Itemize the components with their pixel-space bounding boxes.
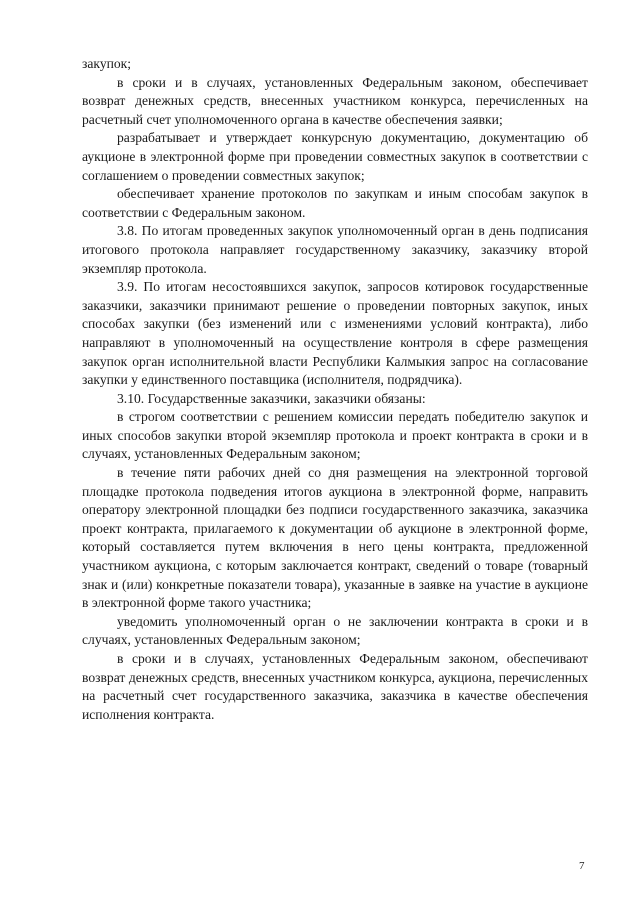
paragraph-notify-authority: уведомить уполномоченный орган о не заключении контракта в сроки и в случаях, установленных Федеральным законом; bbox=[82, 613, 588, 648]
paragraph-develop-documentation: разрабатывает и утверждает конкурсную документацию, документацию об аукционе в электронной форме при проведении совместных закупок в соответствии с соглашением о проведении совместных закупок; bbox=[82, 130, 588, 183]
paragraph-store-protocols: обеспечивает хранение протоколов по закупкам и иным способам закупок в соответствии с Федеральным законом. bbox=[82, 186, 588, 220]
document-body bbox=[82, 55, 588, 724]
paragraph-3-8: 3.8. По итогам проведенных закупок уполномоченный орган в день подписания итогового протокола направляет государственному заказчику, заказчику второй экземпляр протокола. bbox=[82, 223, 588, 276]
paragraph-transfer-protocol: в строгом соответствии с решением комиссии передать победителю закупок и иных способов закупки второй экземпляр протокола и проект контракта в сроки и в случаях, установленных Федеральным законом; bbox=[82, 409, 588, 462]
paragraph-send-draft-contract: в течение пяти рабочих дней со дня размещения на электронной торговой площадке протокола подведения итогов аукциона в электронной форме, направить оператору электронной площадки без подписи государственного заказчика, заказчика проект контракта, прилагаемого к документации об аукционе в электронной форме, который составляется путем включения в него цены контракта, предложенной участником аукциона, с которым заключается контракт, сведений о товаре (товарный знак и (или) конкретные показатели товара), указанные в заявке на участие в аукционе в электронной форме такого участника; bbox=[82, 465, 588, 611]
paragraph-3-9: 3.9. По итогам несостоявшихся закупок, запросов котировок государственные заказчики, заказчики принимают решение о проведении повторных закупок, иных способах закупки (без изменений или с изменениями условий контракта), либо направляют в уполномоченный на осуществление контроля в сфере размещения закупок орган исполнительной власти Республики Калмыкия запрос на согласование закупки у единственного поставщика (исполнителя, подрядчика). bbox=[82, 279, 588, 388]
paragraph-3-10: 3.10. Государственные заказчики, заказчики обязаны: bbox=[117, 390, 426, 406]
paragraph-refund-bid-security: в сроки и в случаях, установленных Федеральным законом, обеспечивает возврат денежных средств, внесенных участником конкурса, перечисленных на расчетный счет уполномоченного органа в качестве обеспечения заявки; bbox=[82, 74, 588, 127]
paragraph-continuation: закупок; bbox=[82, 56, 132, 71]
page-number: 7 bbox=[579, 860, 585, 872]
paragraph-refund-contract-security: в сроки и в случаях, установленных Федеральным законом, обеспечивают возврат денежных средств, внесенных участником конкурса, аукциона, перечисленных на расчетный счет государственного заказчика, заказчика в качестве обеспечения исполнения контракта. bbox=[82, 651, 588, 722]
